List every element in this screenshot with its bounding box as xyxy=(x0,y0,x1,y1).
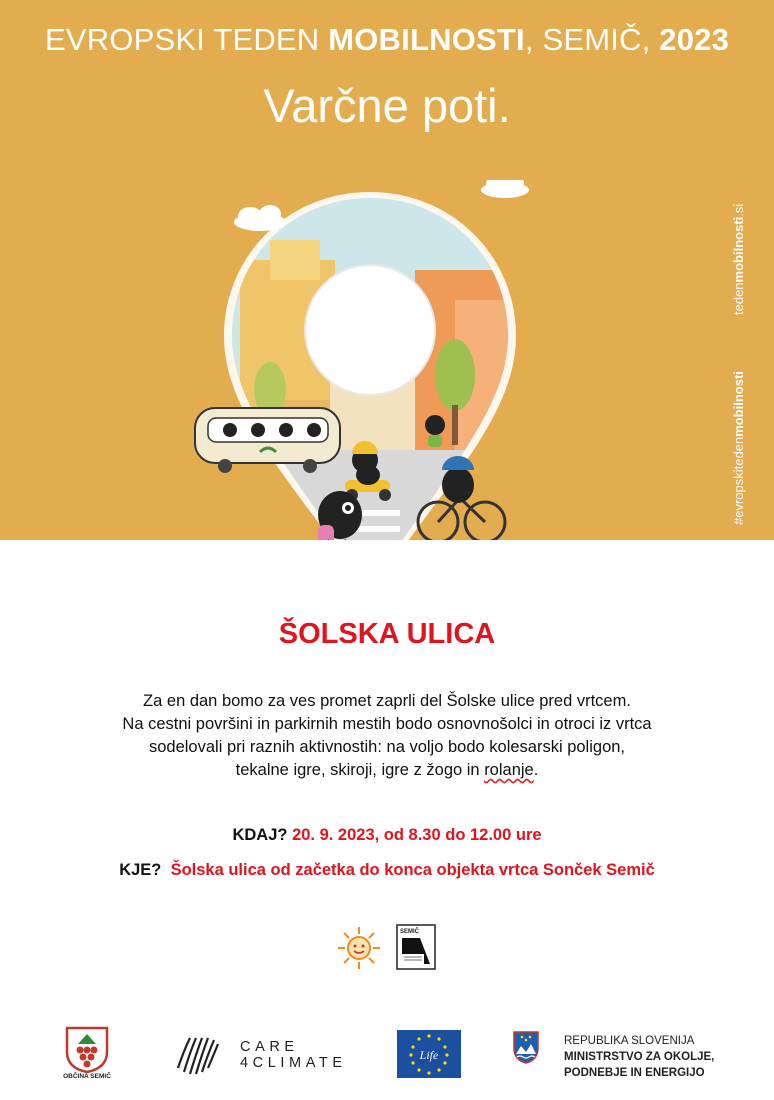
description-line-3: sodelovali pri raznih aktivnostih: na voljo bodo kolesarski poligon, xyxy=(148,738,626,756)
school-logo-icon xyxy=(396,924,436,970)
where-label: KJE? xyxy=(119,861,162,879)
event-title xyxy=(0,22,774,58)
kid-icon xyxy=(425,415,445,447)
header-banner xyxy=(0,0,774,540)
side-hashtag-light: #evropskiteden xyxy=(731,436,746,525)
care4climate-label xyxy=(240,1039,347,1071)
when-line xyxy=(0,826,774,845)
side-url-suffix: .si xyxy=(731,203,746,217)
when-label: KDAJ? xyxy=(232,826,288,844)
side-website xyxy=(731,175,753,315)
street-name-heading: ŠOLSKA ULICA xyxy=(278,618,496,650)
rs-line3: PODNEBJE IN ENERGIJO xyxy=(564,1067,705,1079)
title-part2: , SEMIČ, xyxy=(524,22,660,57)
school-logo-text: SEMIČ xyxy=(400,929,420,935)
mobility-pin-illustration xyxy=(180,180,560,540)
where-value: Šolska ulica od začetka do konca objekta vrtca Sonček Semič xyxy=(170,861,655,879)
eu-life-logo-icon xyxy=(397,1030,461,1078)
where-line xyxy=(0,861,774,880)
rs-line1: REPUBLIKA SLOVENIJA xyxy=(564,1035,695,1047)
slogan: Varčne poti. xyxy=(263,79,511,132)
description-line-1: Za en dan bomo za ves promet zaprli del Šolske ulice pred vrtcem. xyxy=(143,692,631,710)
description-line-2: Na cestni površini in parkirnih mestih bodo osnovnošolci in otroci iz vrtca xyxy=(122,715,652,733)
bus-icon xyxy=(195,408,340,473)
event-description xyxy=(60,690,714,782)
ministry-label xyxy=(564,1033,714,1081)
side-hashtag-bold: mobilnosti xyxy=(731,371,746,437)
life-text: Life xyxy=(419,1048,439,1062)
slovenia-coat-of-arms-icon xyxy=(512,1030,540,1064)
title-bold2: 2023 xyxy=(659,22,730,57)
sun-logo-icon xyxy=(336,925,382,971)
rs-line2: MINISTRSTVO ZA OKOLJE, xyxy=(564,1051,715,1063)
title-part1: EVROPSKI TEDEN xyxy=(44,22,329,57)
description-line-4 xyxy=(60,759,714,782)
care-line2: 4CLIMATE xyxy=(240,1055,347,1071)
side-url-bold: mobilnosti xyxy=(731,216,746,283)
obcina-coat-of-arms-icon xyxy=(62,1024,112,1074)
obcina-semic-label: OBČINA SEMIČ xyxy=(63,1073,111,1080)
description-end: . xyxy=(533,761,539,779)
side-hashtag xyxy=(731,340,753,525)
description-line-4-text: tekalne igre, skiroji, igre z žogo in xyxy=(235,761,485,779)
side-url-light: teden xyxy=(731,282,746,315)
care-line1: CARE xyxy=(240,1039,299,1055)
care4climate-logo-icon xyxy=(174,1030,226,1078)
description-last-word: rolanje xyxy=(484,761,534,779)
title-bold1: MOBILNOSTI xyxy=(328,22,525,57)
when-value: 20. 9. 2023, od 8.30 do 12.00 ure xyxy=(292,826,542,844)
